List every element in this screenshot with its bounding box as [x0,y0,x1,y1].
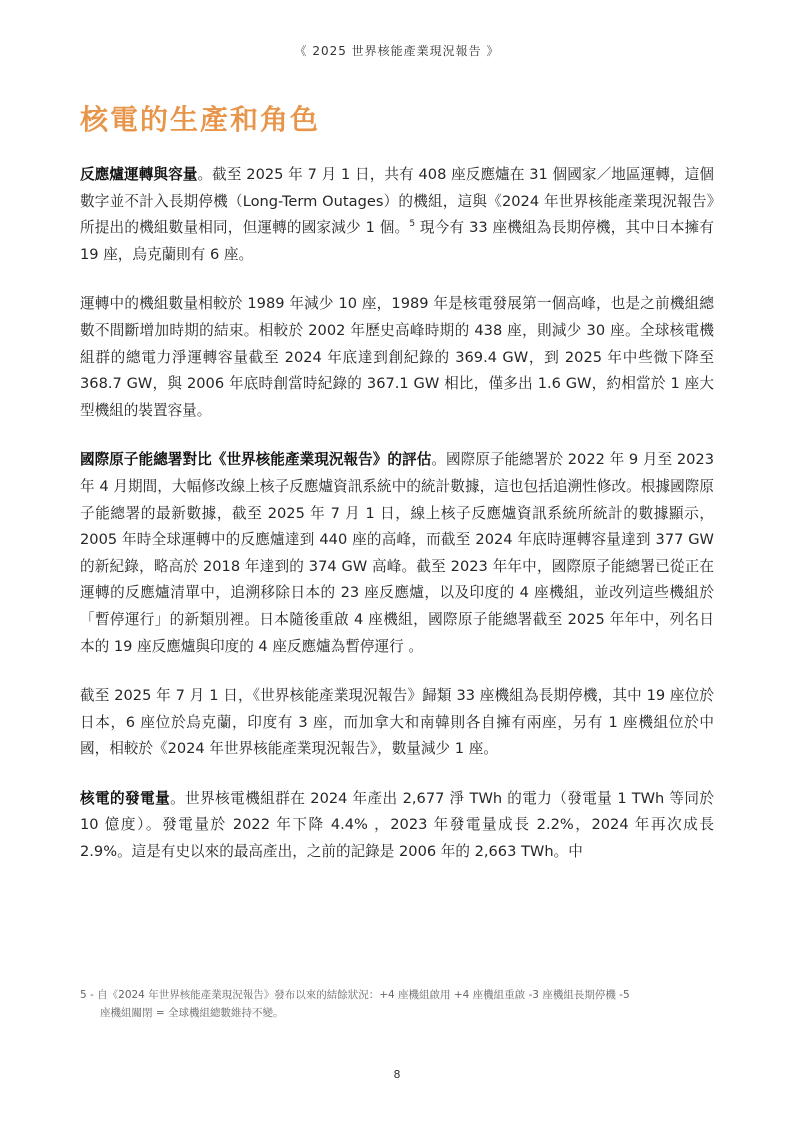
running-header: 《 2025 世界核能產業現況報告 》 [294,44,500,58]
paragraph-reactor-operation [80,162,714,268]
paragraph-text: 。國際原子能總署於 2022 年 9 月至 2023 年 4 月期間，大幅修改線上核子反應爐資訊系統中的統計數據，這也包括追溯性修改。根據國際原子能總署的最新數據，截至 2025 年 7 月 1 日，線上核子反應爐資訊系統所統計的數據顯示，2005 年時全球運轉中的反應爐達到 440 座的高峰，而截至 2024 年底時運轉容量達到 377 GW 的新紀錄，略高於 2018 年達到的 374 GW 高峰。截至 2023 年年中，國際原子能總署已從正在運轉的反應爐清單中，追溯移除日本的 23 座反應爐，以及印度的 4 座機組，並改列這些機組於「暫停運行」的新類別裡。日本隨後重啟 4 座機組，國際原子能總署截至 2025 年年中，列名日本的 19 座反應爐與印度的 4 座反應爐為暫停運行 。 [80,451,714,655]
page-number: 8 [393,1068,401,1081]
paragraph-long-term-outages [80,683,714,763]
body-content [80,162,714,889]
paragraph-units-comparison [80,291,714,424]
section-title: 核電的生產和角色 [80,103,321,136]
paragraph-lead: 核電的發電量 [80,789,171,807]
paragraph-generation [80,786,714,866]
footnote-line-2: 座機組關閉 = 全球機組總數維持不變。 [100,1007,284,1019]
paragraph-text: 運轉中的機組數量相較於 1989 年減少 10 座，1989 年是核電發展第一個高峰，也是之前機組總數不間斷增加時期的結束。相較於 2002 年歷史高峰時期的 438 座，則減少 30 座。全球核電機組群的總電力淨運轉容量截至 2024 年底達到創紀錄的 369.4 GW，到 2025 年中些微下降至 368.7 GW，與 2006 年底時創當時紀錄的 367.1 GW 相比，僅多出 1.6 GW，約相當於 1 座大型機組的裝置容量。 [80,295,714,419]
footnote-line-1: 5 - 自《2024 年世界核能產業現況報告》發布以來的結餘狀況：+4 座機組啟用 +4 座機組重啟 -3 座機組長期停機 -5 [80,989,630,1001]
paragraph-lead: 國際原子能總署對比《世界核能產業現況報告》的評估 [80,451,432,469]
paragraph-text-tail: 現今有 33 座機組為長期停機，其中日本擁有 19 座，烏克蘭則有 6 座。 [80,219,714,263]
paragraph-iaea-assessment [80,447,714,660]
paragraph-lead: 反應爐運轉與容量 [80,166,198,183]
footnote [80,986,714,1022]
paragraph-text: 。世界核電機組群在 2024 年產出 2,677 淨 TWh 的電力（發電量 1 TWh 等同於 10 億度）。發電量於 2022 年下降 4.4% ，2023 年發電量成長 2.2%，2024 年再次成長 2.9%。這是有史以來的最高產出，之前的記錄是 2006 年的 2,663 TWh。中 [80,789,714,861]
footnote-reference[interactable]: 5 [409,219,416,230]
paragraph-text: 截至 2025 年 7 月 1 日，《世界核能產業現況報告》歸類 33 座機組為長期停機，其中 19 座位於日本，6 座位於烏克蘭，印度有 3 座，而加拿大和南韓則各自擁有兩座，另有 1 座機組位於中國，相較於《2024 年世界核能產業現況報告》，數量減少 1 座。 [80,687,714,758]
paragraph-text: 。截至 2025 年 7 月 1 日，共有 408 座反應爐在 31 個國家／地區運轉，這個數字並不計入長期停機（Long-Term Outages）的機組，這與《2024 年世界核能產業現況報告》所提出的機組數量相同，但運轉的國家減少 1 個。 [80,166,714,237]
